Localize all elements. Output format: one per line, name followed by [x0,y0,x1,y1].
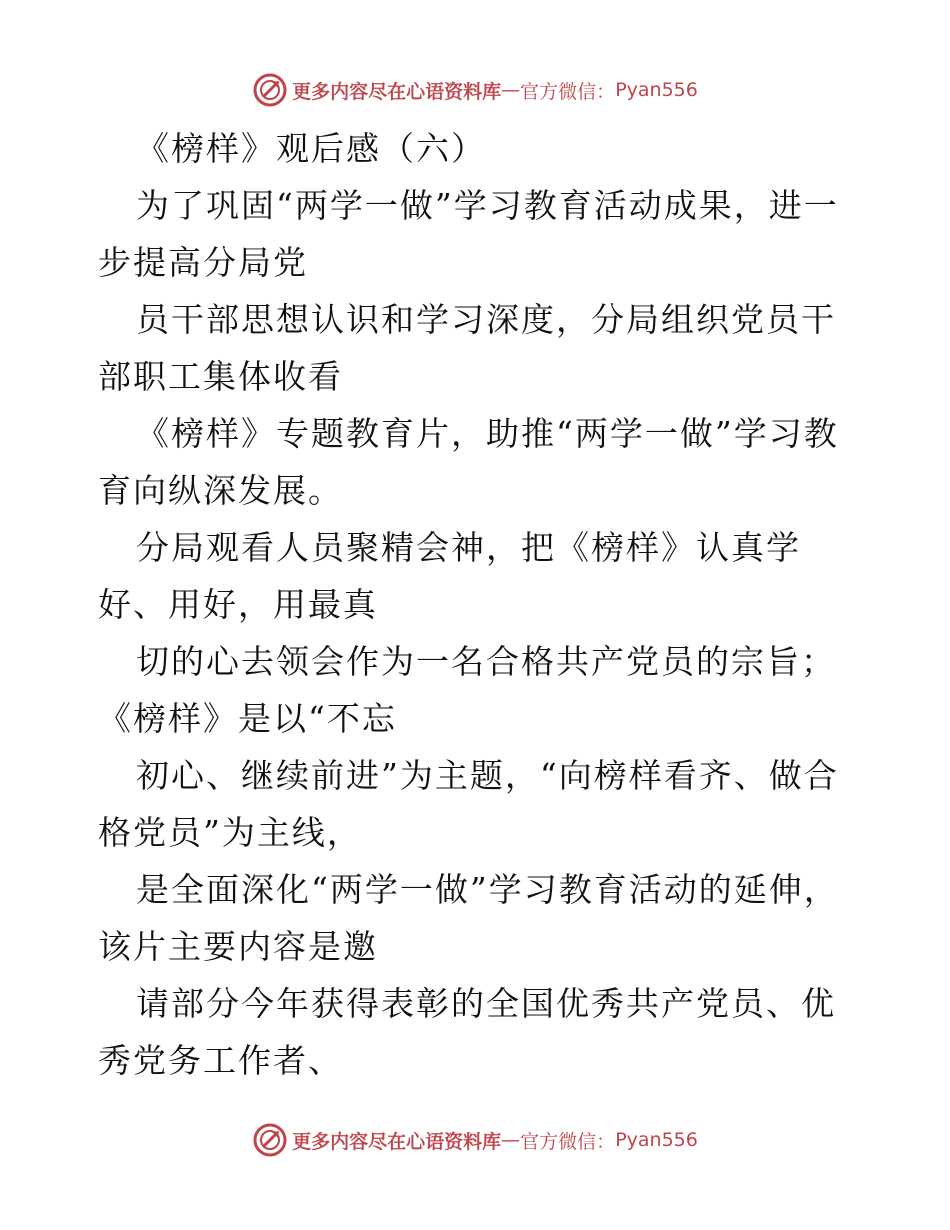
banner-separator: — [501,1129,521,1151]
seal-logo-icon [252,72,288,108]
document-body [98,120,858,1089]
banner-separator: — [501,79,521,101]
banner-wechat-label: 官方微信： [520,1130,616,1153]
paragraph-3: 《榜样》专题教育片，助推“两学一做”学习教育向纵深发展。 [98,414,839,510]
paragraph-4: 分局观看人员聚精会神，把《榜样》认真学好、用好，用最真 [98,528,801,624]
paragraph-6: 初心、继续前进”为主题，“向榜样看齐、做合格党员”为主线， [98,756,839,852]
banner-wechat-id: Pyan556 [615,1129,698,1151]
document-title: 《榜样》观后感（六） [136,129,486,168]
banner-site-text: 更多内容尽在心语资料库 [292,1130,502,1153]
seal-logo-icon [252,1122,288,1158]
footer-banner [0,1120,950,1160]
paragraph-8: 请部分今年获得表彰的全国优秀共产党员、优秀党务工作者、 [98,984,836,1080]
paragraph-7: 是全面深化“两学一做”学习教育活动的延伸，该片主要内容是邀 [98,870,839,966]
paragraph-5: 切的心去领会作为一名合格共产党员的宗旨；《榜样》是以“不忘 [98,642,836,738]
banner-site-text: 更多内容尽在心语资料库 [292,80,502,103]
paragraph-1: 为了巩固“两学一做”学习教育活动成果，进一步提高分局党 [98,186,839,282]
paragraph-2: 员干部思想认识和学习深度，分局组织党员干部职工集体收看 [98,300,836,396]
header-banner [0,70,950,110]
banner-wechat-label: 官方微信： [520,80,616,103]
banner-wechat-id: Pyan556 [615,79,698,101]
